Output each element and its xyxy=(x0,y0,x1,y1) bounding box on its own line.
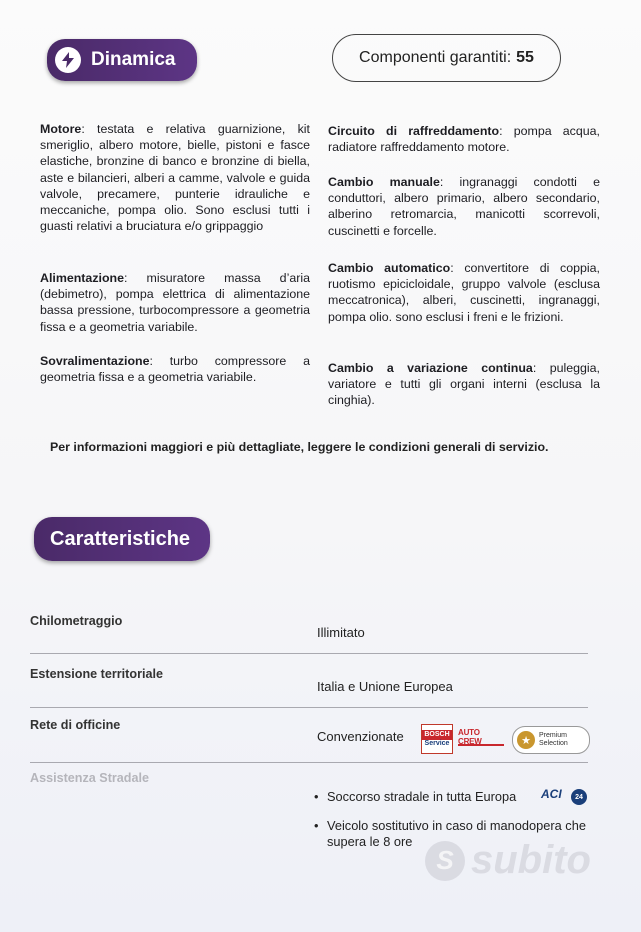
paragraph-raffreddamento xyxy=(328,123,600,155)
term-motore: Motore xyxy=(40,122,82,136)
caratteristiche-title: Caratteristiche xyxy=(50,527,191,550)
aci-logo: ACI xyxy=(541,787,562,801)
watermark-text: subito xyxy=(471,838,591,882)
term-cambio-manuale: Cambio manuale xyxy=(328,175,440,189)
subito-watermark xyxy=(425,838,591,883)
value-estensione: Italia e Unione Europea xyxy=(317,679,453,694)
autocrew-logo: AUTO CREW xyxy=(458,730,504,746)
premium-line1: Premium xyxy=(539,732,568,739)
assistenza-item-text: Veicolo sostitutivo in caso di manodopera che supera le 8 ore xyxy=(327,818,586,849)
dinamica-header xyxy=(47,39,197,81)
term-cambio-automatico: Cambio automatico xyxy=(328,261,451,275)
term-raffreddamento: Circuito di raffreddamento xyxy=(328,124,500,138)
text-cambio-automatico: : convertitore di coppia, ruotismo epicicloidale, gruppo valvole (esclusa meccatronica), alberi, cuscinetti, ingranaggi, pompa olio. sono esclusi i freni e le frizioni. xyxy=(328,261,600,324)
term-alimentazione: Alimentazione xyxy=(40,271,124,285)
value-rete-officine: Convenzionate xyxy=(317,729,404,744)
row-divider xyxy=(30,653,588,654)
paragraph-sovralimentazione xyxy=(40,353,310,385)
text-alimentazione: : misuratore massa d’aria (debimetro), pompa elettrica di alimentazione bassa pressione, turbocompressore a geometria fissa e a geometria variabile. xyxy=(40,271,310,334)
label-rete-officine: Rete di officine xyxy=(30,718,121,732)
lightning-bolt-icon xyxy=(55,47,81,73)
paragraph-motore xyxy=(40,121,310,234)
star-icon: ★ xyxy=(517,731,535,749)
componenti-count: 55 xyxy=(516,49,534,66)
text-cambio-manuale: : ingranaggi condotti e conduttori, albero primario, albero secondario, alberino retromarcia, manicotti scorrevoli, cuscinetti e forcelle. xyxy=(328,175,600,238)
premium-line2: Selection xyxy=(539,740,568,747)
row-divider xyxy=(30,762,588,763)
label-estensione: Estensione territoriale xyxy=(30,667,163,681)
term-sovralimentazione: Sovralimentazione xyxy=(40,354,150,368)
bullet-dot: • xyxy=(314,789,319,804)
text-motore: : testata e relativa guarnizione, kit smeriglio, albero motore, bielle, pistoni e fasce elastiche, bronzine di banco e bronzine di biella, aste e bilancieri, alberi a camme, valvole e guida valvole, precamere, punterie idrauliche e meccaniche, pompa olio. Sono esclusi tutti i guasti relativi a bruciatura e/o grippaggio xyxy=(40,122,310,234)
paragraph-cambio-manuale xyxy=(328,174,600,239)
paragraph-alimentazione xyxy=(40,270,310,335)
term-cambio-continuo: Cambio a variazione continua xyxy=(328,361,533,375)
assistenza-item-text: Soccorso stradale in tutta Europa xyxy=(327,789,517,804)
info-notice: Per informazioni maggiori e più dettagliate, leggere le condizioni generali di servizio. xyxy=(50,440,549,454)
bosch-service-logo xyxy=(421,724,453,754)
text-cambio-continuo: : puleggia, variatore e tutti gli organi interni (esclusa la cinghia). xyxy=(328,361,600,408)
caratteristiche-header xyxy=(34,517,210,561)
paragraph-cambio-continuo xyxy=(328,360,600,409)
subito-logo-icon: S xyxy=(425,841,465,881)
bosch-logo-text: BOSCH xyxy=(422,730,452,740)
premium-selection-logo xyxy=(512,726,590,754)
text-raffreddamento: : pompa acqua, radiatore raffreddamento motore. xyxy=(328,124,600,155)
aci-24-badge: 24 xyxy=(571,789,587,805)
bullet-dot: • xyxy=(314,818,319,833)
componenti-garantiti-box xyxy=(332,34,561,82)
label-chilometraggio: Chilometraggio xyxy=(30,614,123,628)
row-divider xyxy=(30,707,588,708)
paragraph-cambio-automatico xyxy=(328,260,600,325)
text-sovralimentazione: : turbo compressore a geometria fissa e a geometria variabile. xyxy=(40,354,310,385)
label-assistenza: Assistenza Stradale xyxy=(30,771,149,785)
dinamica-title: Dinamica xyxy=(91,49,176,70)
componenti-label: Componenti garantiti: xyxy=(359,49,512,66)
bosch-logo-subtext: Service xyxy=(424,740,450,747)
premium-text xyxy=(539,732,568,748)
value-chilometraggio: Illimitato xyxy=(317,625,365,640)
